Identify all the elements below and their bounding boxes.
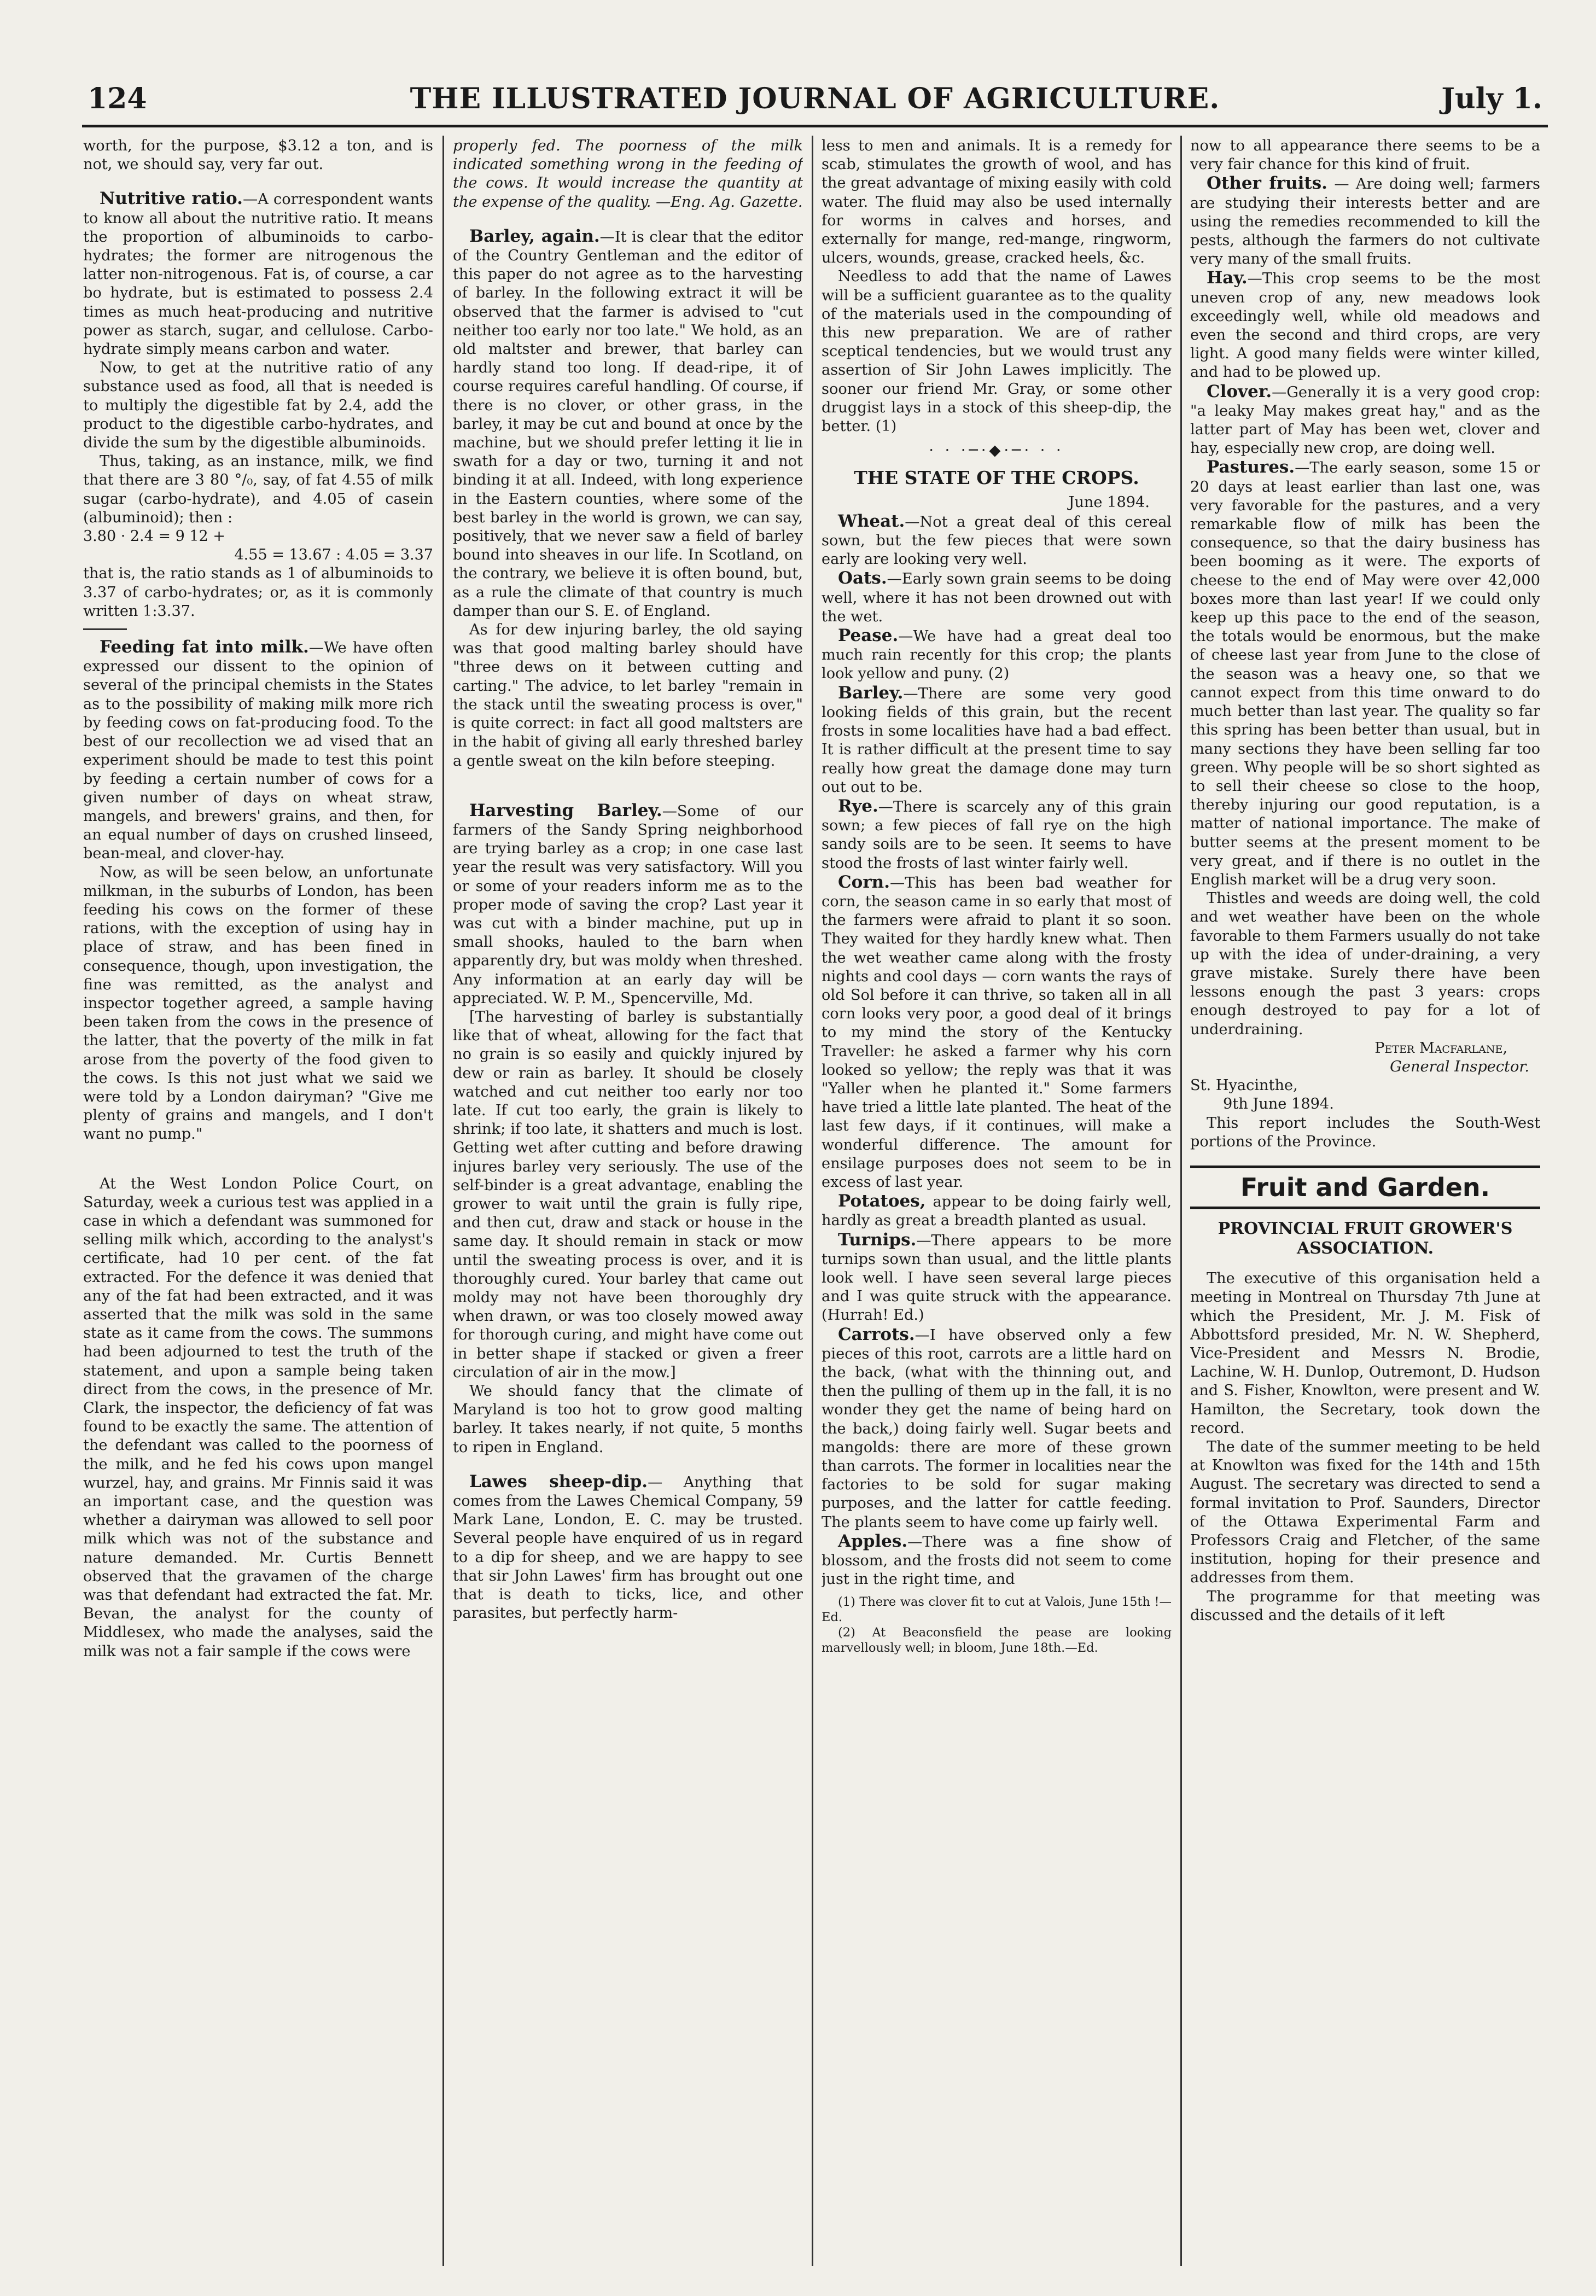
crop-rye xyxy=(822,797,1172,873)
paragraph: Now, as will be seen below, an unfortunate milkman, in the suburbs of London, has been feeding his cows on the former of these rations, with the exception of using hay in place of straw, and has been fined in consequence, though, upon investigation, the fine was remitted, as the analyst and inspector together agreed, a sample having been taken from the cows in the presence of the latter, that the poverty of the milk in fat arose from the poverty of the food given to the cows. Is this not just what we said we were told by a London dairyman? "Give me plenty of grains and mangels, and I don't want no pump." xyxy=(83,864,433,1143)
paragraph-text: —A correspondent wants to know all about the nutritive ratio. It means the proportion of albuminoids to carbo-hydrates; the former are nitrogenous the latter non-nitrogenous. Fat is, of course, a car bo hydrate, but is estimated to possess 2.4 times as much heat-producing and nutritive power as starch, sugar, and cellulose. Carbo-hydrate simply means carbon and water. xyxy=(83,191,433,358)
place-date: 9th June 1894. xyxy=(1223,1095,1334,1113)
paragraph-text: —We have often expressed our dissent to the opinion of several of the principal chemists in the States as to the possibility of making milk more rich by feeding cows on fat-producing food. To the best of our recollection we ad vised that an experiment should be made to test this point by feeding a certain number of cows for a given number of days on wheat straw, mangels, and brewers' grains, and then, for an equal number of days on crushed linseed, bean-meal, and clover-hay. xyxy=(83,639,433,863)
article-heading-association: PROVINCIAL FRUIT GROWER'S ASSOCIATION. xyxy=(1218,1219,1513,1258)
crop-apples xyxy=(822,1532,1172,1589)
crop-heading: Other fruits. xyxy=(1207,173,1327,194)
crop-heading: Pease. xyxy=(838,626,899,646)
crop-heading: Carrots. xyxy=(838,1324,915,1344)
column-1 xyxy=(83,137,433,2264)
crop-barley xyxy=(822,684,1172,797)
crop-text: —There was a fine show of blossom, and the frosts did not seem to come just in the right time, and xyxy=(822,1533,1172,1588)
page-header xyxy=(82,82,1548,120)
place-line: St. Hyacinthe, xyxy=(1190,1077,1298,1094)
crop-text: —This has been bad weather for corn, the season came in so early that most of the farmers were afraid to plant it so soon. They waited for they hardly knew what. Then the wet weather came along with the frosty nights and cool days — corn wants the rays of old Sol before it can thrive, so taken all in all corn looks very poor, a good deal of it brings to my mind the story of the Kentucky Traveller: he asked a farmer why his corn looked so yellow; the reply was that it was "Yaller when he planted it." Some farmers have tried a little late planted. The heat of the last few days, if it continues, will make a wonderful difference. The amount for ensilage purposes does not seem to be in excess of last year. xyxy=(822,874,1172,1191)
section-heading-crops: THE STATE OF THE CROPS. xyxy=(854,467,1139,489)
crop-heading: Oats. xyxy=(838,568,887,588)
article-heading: Feeding fat into milk. xyxy=(100,637,309,657)
crop-heading: Wheat. xyxy=(838,511,905,531)
crop-text: —We have had a great deal too much rain recently for this crop; the plants look yellow and puny. (2) xyxy=(822,628,1172,683)
paragraph: Thistles and weeds are doing well, the cold and wet weather have been on the whole favorable to them Farmers usually do not take up with the idea of under-draining, a very grave mistake. Surely there have been lessons enough the past 3 years: crops enough destroyed to pay for a lot of underdraining. xyxy=(1190,890,1540,1038)
paragraph: The date of the summer meeting to be held at Knowlton was fixed for the 14th and 15th August. The secretary was directed to send a formal invitation to Prof. Saunders, Director of the Ottawa Experimental Farm and Professors Craig and Fletcher, of the same institution, hoping for their presence and addresses from them. xyxy=(1190,1438,1540,1587)
footnote-2: (2) At Beaconsfield the pease are looking marvellously well; in bloom, June 18th.—Ed. xyxy=(822,1625,1172,1656)
paragraph: Now, to get at the nutritive ratio of any substance used as food, all that is needed is to multiply the digestible fat by 2.4, add the product to the digestible carbo-hydrates, and divide the sum by the digestible albuminoids. xyxy=(83,359,433,452)
column-4 xyxy=(1190,137,1540,2264)
crop-clover xyxy=(1190,382,1540,458)
crop-text: —Not a great deal of this cereal sown, but the few pieces that were sown early are looking very well. xyxy=(822,513,1172,568)
report-date: June 1894. xyxy=(1068,493,1150,511)
paragraph: At the West London Police Court, on Saturday, week a curious test was applied in a case in which a defendant was summoned for selling milk which, according to the analyst's certificate, had 10 per cent. of the fat extracted. For the defence it was denied that any of the fat had been extracted, and it was asserted that the milk was sold in the same state as it came from the cows. The summons had been adjourned to test the truth of the statement, and upon a sample being taken direct from the cows, in the presence of Mr. Clark, the inspector, the deficiency of fat was found to be exactly the same. The attention of the defendant was called to the poorness of the milk, and he fed his cows upon mangel wurzel, hay, and grains. Mr Finnis said it was an important case, and the question was whether a dairyman was allowed to sell poor milk which was not of the substance and nature demanded. Mr. Curtis Bennett observed that the gravamen of the charge was that defendant had extracted the fat. Mr. Bevan, the analyst for the county of Middlesex, who made the analyses, said the milk was not a fair sample if the cows were xyxy=(83,1175,433,1660)
paragraph: worth, for the purpose, $3.12 a ton, and is not, we should say, very far out. xyxy=(83,137,433,173)
crop-text: —I have observed only a few pieces of this root, carrots are a little hard on the back, (what with the thinning out, and then the pulling of them up in the fall, it is no wonder they get the name of being hard on the back,) doing fairly well. Sugar beets and mangolds: there are more of these grown than carrots. The former in localities near the factories to be sold for sugar making purposes, and the latter for cattle feeding. The plants seem to have come up fairly well. xyxy=(822,1326,1172,1531)
article-heading: Lawes sheep-dip. xyxy=(469,1471,648,1491)
crop-heading: Barley. xyxy=(838,683,904,703)
paragraph: This report includes the South-West portions of the Province. xyxy=(1190,1114,1540,1150)
column-divider xyxy=(812,136,813,2266)
crop-text: —Generally it is a very good crop: "a leaky May makes great hay," and as the latter part of May has been wet, clover and hay, especially new crop, are doing well. xyxy=(1190,383,1540,457)
paragraph: As for dew injuring barley, the old saying was that good malting barley should have "three dews on it between cutting and carting." The advice, to let barley "remain in the stack until the sweating process is over," is quite correct: in fact all good maltsters are in the habit of giving all early threshed barley a gentle sweat on the kiln before steeping. xyxy=(453,621,803,770)
crop-wheat xyxy=(822,512,1172,569)
calc-line-2: 4.55 = 13.67 : 4.05 = 3.37 xyxy=(234,546,433,564)
crop-text: —There are some very good looking fields of this grain, but the recent frosts in some localities have had a bad effect. It is rather difficult at the present time to say really how great the damage done may turn out out to be. xyxy=(822,685,1172,796)
column-2 xyxy=(453,137,803,2264)
crop-heading: Turnips. xyxy=(838,1229,917,1250)
paragraph: Thus, taking, as an instance, milk, we find that there are 3 80 °/₀, say, of fat 4.55 of milk sugar (carbo-hydrate), and 4.05 of casein (albuminoid); then : xyxy=(83,453,433,526)
crop-heading: Rye. xyxy=(838,796,878,816)
article-feeding-fat xyxy=(83,638,433,863)
article-heading: Barley, again. xyxy=(469,226,600,246)
article-lawes-sheep-dip xyxy=(453,1472,803,1623)
paragraph: now to all appearance there seems to be a very fair chance for this kind of fruit. xyxy=(1190,137,1540,173)
header-rule xyxy=(82,125,1548,127)
calc-line-1: 3.80 · 2.4 = 9 12 + xyxy=(83,528,225,545)
crop-pease xyxy=(822,626,1172,684)
ornament-divider: · · ·─·◆·─· · · xyxy=(929,442,1064,459)
crop-heading: Hay. xyxy=(1207,268,1248,288)
column-divider xyxy=(1180,136,1182,2266)
crop-corn xyxy=(822,873,1172,1192)
section-rule xyxy=(1190,1166,1540,1168)
paragraph-text: — Anything that comes from the Lawes Chemical Company, 59 Mark Lane, London, E. C. may be trusted. Several people have enquired of us in regard to a dip for sheep, and we are happy to see that sir John Lawes' firm has brought out one that is death to ticks, lice, and other parasites, but perfectly harm- xyxy=(453,1473,803,1622)
article-heading: Nutritive ratio. xyxy=(100,189,243,209)
journal-title: THE ILLUSTRATED JOURNAL OF AGRICULTURE. xyxy=(410,82,1220,115)
crop-text: —The early season, some 15 or 20 days at least earlier than last one, was very favorable for the pastures, and a very remarkable flow of milk has been the consequence, so that the dairy business has been booming as it were. The exports of cheese to the end of May were over 42,000 boxes more than last year! If we could only keep up this pace to the end of the season, the totals would be enormous, but the make of cheese last year from June to the close of the season was a heavy one, so that we cannot expect from this time onward to do much better than last year. The quality so far this spring has been better than usual, but in many sections they have been selling far too green. Why people will be so short sighted as to sell their cheese so close to the hoop, thereby injuring our good reputation, is a matter of national importance. The make of butter seems at the present moment to be very great, and if there is no outlet in the English market will be a drug very soon. xyxy=(1190,459,1540,888)
section-title-fruit-garden: Fruit and Garden. xyxy=(1240,1172,1490,1202)
crop-text: —There is scarcely any of this grain sown; a few pieces of fall rye on the high sandy soils are to be seen. It seems to have stood the frosts of last winter fairly well. xyxy=(822,798,1172,872)
column-3 xyxy=(822,137,1172,2264)
crop-text: appear to be doing fairly well, hardly as great a breadth planted as usual. xyxy=(822,1193,1172,1229)
article-barley-again xyxy=(453,227,803,621)
crop-heading: Corn. xyxy=(838,872,890,892)
crop-carrots xyxy=(822,1325,1172,1532)
crop-pastures xyxy=(1190,458,1540,889)
paragraph-text: —It is clear that the editor of the Country Gentleman and the editor of this paper do not agree as to the harvesting of barley. In the following extract it will be observed that the farmer is advised to "cut neither too early nor too late." We hold, as an old maltster and brewer, that barley can hardly stand too long. If dead-ripe, it of course requires careful handling. Of course, if there is no clover, or other grass, in the barley, it may be cut and bound at once by the machine, but we should prefer letting it lie in swath for a day or two, turning it and not binding it at all. Indeed, with long experience in the Eastern counties, where some of the best barley in the world is grown, we can say, positively, that we never saw a field of barley bound into sheaves in our life. In Scotland, on the contrary, we believe it is often bound, but, as a rule the climate of that country is much damper than our S. E. of England. xyxy=(453,228,803,620)
paragraph: The programme for that meeting was discussed and the details of it left xyxy=(1190,1588,1540,1624)
paragraph: We should fancy that the climate of Maryland is too hot to grow good malting barley. It takes nearly, if not quite, 5 months to ripen in England. xyxy=(453,1383,803,1456)
crop-other-fruits xyxy=(1190,174,1540,269)
crop-text: —There appears to be more turnips sown than usual, and the little plants look well. I have seen several large pieces and I was quite struck with the appearance. (Hurrah! Ed.) xyxy=(822,1232,1172,1324)
crop-potatoes xyxy=(822,1192,1172,1230)
article-harvesting-barley xyxy=(453,801,803,1008)
footnote-1: (1) There was clover fit to cut at Valois, June 15th !—Ed. xyxy=(822,1595,1172,1625)
issue-date: July 1. xyxy=(1441,82,1542,115)
ratio-calculation xyxy=(83,527,433,564)
section-rule xyxy=(1190,1207,1540,1209)
signature-name: Peter Macfarlane, xyxy=(1374,1039,1507,1057)
crop-heading: Clover. xyxy=(1207,381,1272,401)
paragraph-text: —Some of our farmers of the Sandy Spring neighborhood are trying barley as a crop; in one case last year the result was very satisfactory. Will you or some of your readers inform me as to the proper mode of saving the crop? Last year it was cut with a binder machine, put up in small shooks, hauled to the barn when apparently dry, but was moldy when threshed. Any information at an early day will be appreciated. W. P. M., Spencerville, Md. xyxy=(453,802,803,1007)
page-number: 124 xyxy=(88,82,147,115)
article-nutritive-ratio xyxy=(83,189,433,359)
signature-title: General Inspector. xyxy=(1390,1058,1529,1075)
crop-heading: Pastures. xyxy=(1207,457,1295,477)
column-divider xyxy=(442,136,444,2266)
crop-oats xyxy=(822,569,1172,626)
paragraph: The executive of this organisation held a meeting in Montreal on Thursday 7th June at which the President, Mr. J. M. Fisk of Abbottsford presided, Mr. N. W. Shepherd, Vice-President and Messrs N. Brodie, Lachine, W. H. Dunlop, Outremont, D. Hudson and S. Fisher, Knowlton, were present and W. Hamilton, the Secretary, took down the record. xyxy=(1190,1270,1540,1437)
crop-turnips xyxy=(822,1231,1172,1325)
crop-text: — Are doing well; farmers are studying their interests better and are using the remedies recommended to kill the pests, although the farmers do not cultivate very many of the small fruits. xyxy=(1190,176,1540,268)
section-rule xyxy=(83,628,127,630)
crop-hay xyxy=(1190,269,1540,382)
crop-text: —Early sown grain seems to be doing well, where it has not been drowned out with the wet. xyxy=(822,570,1172,625)
crop-text: —This crop seems to be the most uneven crop of any, new meadows look exceedingly well, while old meadows and even the second and third crops, are very light. A good many fields were winter killed, and had to be plowed up. xyxy=(1190,270,1540,381)
crop-heading: Apples. xyxy=(838,1531,908,1551)
paragraph: less to men and animals. It is a remedy for scab, stimulates the growth of wool, and has the great advantage of mixing easily with cold water. The fluid may also be used internally for worms in calves and horses, and externally for mange, red-mange, ringworm, ulcers, wounds, grease, cracked heels, &c. xyxy=(822,137,1172,267)
paragraph: that is, the ratio stands as 1 of albuminoids to 3.37 of carbo-hydrates; or, as it is commonly written 1:3.37. xyxy=(83,565,433,620)
paragraph: [The harvesting of barley is substantially like that of wheat, allowing for the fact that no grain is so easily and quickly injured by dew or rain as barley. It should be closely watched and cut neither too early nor too late. If cut too early, the grain is likely to shrink; if too late, it shatters and much is lost. Getting wet after cutting and before drawing injures barley very seriously. The use of the self-binder is a great advantage, enabling the grower to wait until the grain is fully ripe, and then cut, draw and stack or house in the same day. It should remain in stack or mow until the sweating process is over, and it is thoroughly cured. Your barley that came out moldy may not have been thoroughly dry when drawn, or was too closely mowed away for thorough curing, and might have come out in better shape if stacked or given a freer circulation of air in the mow.] xyxy=(453,1008,803,1381)
crop-heading: Potatoes, xyxy=(838,1191,926,1211)
paragraph: properly fed. The poorness of the milk indicated something wrong in the feeding of the cows. It would increase the quantity at the expense of the quality. —Eng. Ag. Gazette. xyxy=(453,137,803,211)
paragraph: Needless to add that the name of Lawes will be a sufficient guarantee as to the quality of the materials used in the compounding of this new preparation. We are of rather sceptical tendencies, but we would trust any assertion of Sir John Lawes implicitly. The sooner our friend Mr. Gray, or some other druggist lays in a stock of this sheep-dip, the better. (1) xyxy=(822,268,1172,435)
article-heading: Harvesting Barley. xyxy=(469,800,662,820)
